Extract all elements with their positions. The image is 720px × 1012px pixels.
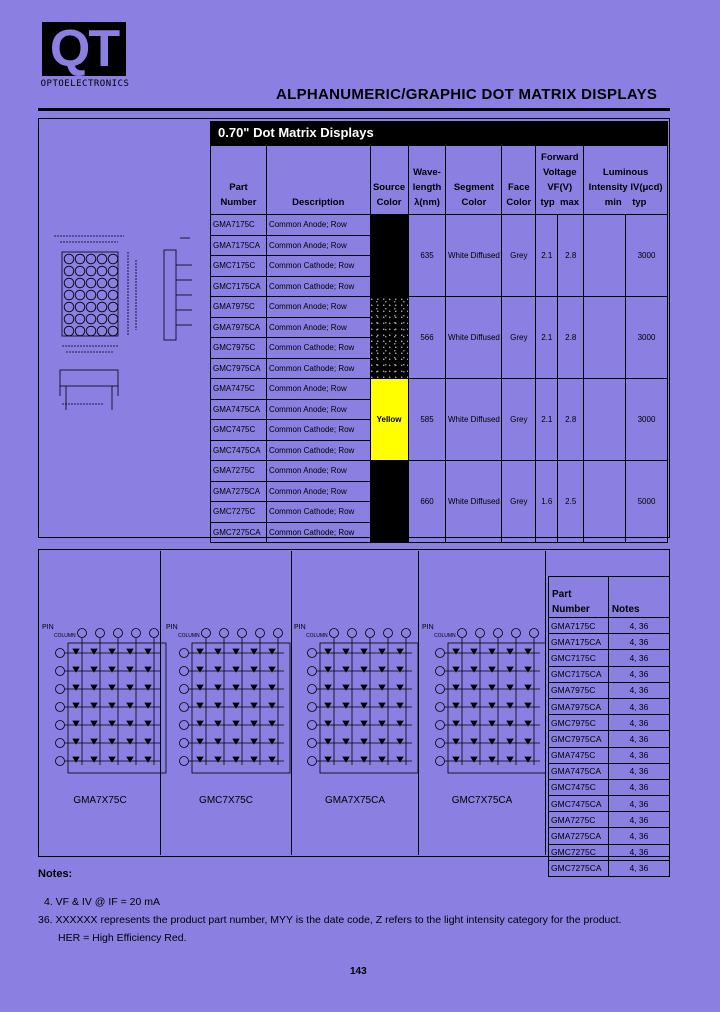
- notes-value: 4, 36: [608, 618, 669, 634]
- column-pin-circle: [96, 629, 105, 638]
- notes-value: 4, 36: [608, 844, 669, 860]
- notes-value: 4, 36: [608, 650, 669, 666]
- description: Common Cathode; Row: [266, 358, 370, 379]
- column-pin-circle: [238, 629, 247, 638]
- row-pin-circle: [56, 721, 65, 730]
- column-pin-circle: [530, 629, 539, 638]
- notes-row: [549, 650, 670, 666]
- notes-part-number: GMA7175C: [549, 618, 609, 634]
- part-number: GMA7475CA: [211, 399, 267, 420]
- row-pin-circle: [308, 685, 317, 694]
- column-pin-circle: [202, 629, 211, 638]
- part-number: GMA7275CA: [211, 481, 267, 502]
- description: Common Cathode; Row: [266, 256, 370, 277]
- part-number: GMA7975C: [211, 297, 267, 318]
- description: Common Anode; Row: [266, 461, 370, 482]
- spec-table-body: [211, 215, 668, 543]
- description: Common Cathode; Row: [266, 522, 370, 543]
- notes-title: Notes:: [38, 868, 73, 880]
- notes-row: [549, 796, 670, 812]
- luminous-min: [584, 215, 626, 297]
- row-pin-circle: [436, 667, 445, 676]
- forward-voltage-typ: 1.6: [536, 461, 558, 543]
- column-pin-circle: [366, 629, 375, 638]
- row-pin-circle: [180, 739, 189, 748]
- forward-voltage-typ: 2.1: [536, 297, 558, 379]
- notes-row: [549, 715, 670, 731]
- description: Common Anode; Row: [266, 235, 370, 256]
- column-label: COLUMN: [54, 633, 76, 639]
- row-pin-circle: [436, 649, 445, 658]
- description: Common Cathode; Row: [266, 420, 370, 441]
- row-pin-circle: [180, 703, 189, 712]
- column-pin-circle: [78, 629, 87, 638]
- face-color: Grey: [502, 297, 536, 379]
- part-number: GMC7975C: [211, 338, 267, 359]
- notes-value: 4, 36: [608, 666, 669, 682]
- row-pin-circle: [308, 703, 317, 712]
- face-color: Grey: [502, 379, 536, 461]
- row-pin-circle: [180, 721, 189, 730]
- li-min-label: min: [604, 197, 622, 208]
- fv-max-label: max: [560, 197, 580, 208]
- notes-value: 4, 36: [608, 763, 669, 779]
- notes-row: [549, 747, 670, 763]
- row-pin-circle: [308, 649, 317, 658]
- row-pin-circle: [436, 757, 445, 766]
- forward-voltage-max: 2.8: [558, 215, 584, 297]
- luminous-typ: 3000: [626, 297, 668, 379]
- notes-row: [549, 763, 670, 779]
- notes-row: [549, 828, 670, 844]
- notes-value: 4, 36: [608, 860, 669, 876]
- luminous-min: [584, 379, 626, 461]
- pin-label: PIN: [422, 624, 434, 631]
- spec-row: [211, 215, 668, 236]
- wavelength: 566: [408, 297, 446, 379]
- part-number: GMA7975CA: [211, 317, 267, 338]
- title-rule: [38, 108, 670, 111]
- row-pin-circle: [56, 757, 65, 766]
- spec-row: [211, 379, 668, 400]
- row-pin-circle: [436, 721, 445, 730]
- row-pin-circle: [308, 757, 317, 766]
- column-pin-circle: [220, 629, 229, 638]
- col-wavelength: Wave-length λ(nm): [408, 146, 446, 215]
- wavelength: 660: [408, 461, 446, 543]
- segment-color: White Diffused: [446, 297, 502, 379]
- notes-part-number: GMA7975CA: [549, 698, 609, 714]
- circuit-grid-3: [294, 624, 418, 773]
- circuit-grid-4: [422, 624, 546, 773]
- notes-value: 4, 36: [608, 698, 669, 714]
- source-color: [370, 461, 408, 543]
- notes-row: [549, 698, 670, 714]
- pin-label: PIN: [42, 624, 54, 631]
- notes-part-number: GMA7275CA: [549, 828, 609, 844]
- page-title: ALPHANUMERIC/GRAPHIC DOT MATRIX DISPLAYS: [276, 86, 658, 103]
- column-pin-circle: [330, 629, 339, 638]
- notes-value: 4, 36: [608, 731, 669, 747]
- part-number: GMC7175C: [211, 256, 267, 277]
- note-36: 36. XXXXXX represents the product part number, MYY is the date code, Z refers to the light intensity category for the product.: [38, 914, 622, 926]
- description: Common Anode; Row: [266, 297, 370, 318]
- notes-value: 4, 36: [608, 812, 669, 828]
- schematic-label-3: GMA7X75CA: [324, 795, 386, 806]
- forward-voltage-typ: 2.1: [536, 215, 558, 297]
- face-color: Grey: [502, 215, 536, 297]
- col-part-number: Part Number: [211, 146, 267, 215]
- notes-part-number: GMC7275CA: [549, 860, 609, 876]
- column-pin-circle: [348, 629, 357, 638]
- notes-part-number: GMC7975CA: [549, 731, 609, 747]
- column-pin-circle: [494, 629, 503, 638]
- notes-value: 4, 36: [608, 747, 669, 763]
- luminous-typ: 5000: [626, 461, 668, 543]
- part-number: GMC7975CA: [211, 358, 267, 379]
- forward-voltage-label: Forward Voltage VF(V): [541, 152, 579, 193]
- row-pin-circle: [308, 739, 317, 748]
- column-pin-circle: [274, 629, 283, 638]
- notes-part-number: GMA7475C: [549, 747, 609, 763]
- luminous-label: Luminous Intensity IV(μcd): [588, 167, 663, 193]
- part-number: GMA7475C: [211, 379, 267, 400]
- row-pin-circle: [180, 685, 189, 694]
- notes-row: [549, 779, 670, 795]
- notes-value: 4, 36: [608, 796, 669, 812]
- schematic-label-4: GMC7X75CA: [451, 795, 513, 806]
- source-color: Yellow: [370, 379, 408, 461]
- forward-voltage-max: 2.5: [558, 461, 584, 543]
- notes-part-number: GMA7275C: [549, 812, 609, 828]
- notes-value: 4, 36: [608, 715, 669, 731]
- note-4: 4. VF & IV @ IF = 20 mA: [44, 896, 160, 908]
- note-her: HER = High Efficiency Red.: [58, 932, 187, 944]
- col-luminous-intensity: [584, 146, 668, 215]
- luminous-typ: 3000: [626, 379, 668, 461]
- notes-part-number: GMC7975C: [549, 715, 609, 731]
- part-number: GMA7275C: [211, 461, 267, 482]
- notes-row: [549, 666, 670, 682]
- column-pin-circle: [132, 629, 141, 638]
- notes-table: [548, 576, 670, 877]
- row-pin-circle: [56, 739, 65, 748]
- notes-part-number: GMA7175CA: [549, 634, 609, 650]
- notes-row: [549, 682, 670, 698]
- forward-voltage-max: 2.8: [558, 379, 584, 461]
- row-pin-circle: [180, 649, 189, 658]
- part-number: GMC7175CA: [211, 276, 267, 297]
- notes-col-part: Part Number: [549, 577, 609, 618]
- description: Common Cathode; Row: [266, 502, 370, 523]
- part-number: GMA7175CA: [211, 235, 267, 256]
- col-forward-voltage: [536, 146, 584, 215]
- notes-row: [549, 812, 670, 828]
- circuit-grid-1: [42, 624, 166, 773]
- face-color: Grey: [502, 461, 536, 543]
- row-pin-circle: [436, 739, 445, 748]
- description: Common Cathode; Row: [266, 338, 370, 359]
- row-pin-circle: [56, 685, 65, 694]
- notes-part-number: GMC7475CA: [549, 796, 609, 812]
- li-typ-label: typ: [632, 197, 647, 208]
- description: Common Anode; Row: [266, 317, 370, 338]
- segment-color: White Diffused: [446, 379, 502, 461]
- wavelength: 585: [408, 379, 446, 461]
- description: Common Cathode; Row: [266, 440, 370, 461]
- description: Common Anode; Row: [266, 399, 370, 420]
- col-face-color: Face Color: [502, 146, 536, 215]
- notes-table-body: [549, 618, 670, 877]
- schematic-label-1: GMA7X75C: [73, 795, 127, 806]
- col-description: Description: [266, 146, 370, 215]
- part-number: GMA7175C: [211, 215, 267, 236]
- row-pin-circle: [308, 721, 317, 730]
- pin-label: PIN: [166, 624, 178, 631]
- col-segment-color: Segment Color: [446, 146, 502, 215]
- column-pin-circle: [512, 629, 521, 638]
- fv-typ-label: typ: [540, 197, 555, 208]
- part-number: GMC7475C: [211, 420, 267, 441]
- pin-schematics: [40, 551, 546, 855]
- notes-part-number: GMC7175CA: [549, 666, 609, 682]
- row-pin-circle: [180, 667, 189, 676]
- notes-value: 4, 36: [608, 682, 669, 698]
- notes-row: [549, 634, 670, 650]
- notes-part-number: GMC7175C: [549, 650, 609, 666]
- part-number: GMC7275C: [211, 502, 267, 523]
- column-label: COLUMN: [434, 633, 456, 639]
- logo-letters: QT: [49, 20, 119, 78]
- forward-voltage-typ: 2.1: [536, 379, 558, 461]
- pin-label: PIN: [294, 624, 306, 631]
- row-pin-circle: [56, 667, 65, 676]
- part-number: GMC7275CA: [211, 522, 267, 543]
- row-pin-circle: [180, 757, 189, 766]
- notes-row: [549, 860, 670, 876]
- column-pin-circle: [150, 629, 159, 638]
- notes-row: [549, 844, 670, 860]
- notes-part-number: GMC7275C: [549, 844, 609, 860]
- column-pin-circle: [476, 629, 485, 638]
- notes-part-number: GMA7475CA: [549, 763, 609, 779]
- notes-row: [549, 618, 670, 634]
- column-pin-circle: [384, 629, 393, 638]
- row-pin-circle: [436, 685, 445, 694]
- luminous-typ: 3000: [626, 215, 668, 297]
- column-pin-circle: [402, 629, 411, 638]
- notes-row: [549, 731, 670, 747]
- notes-part-number: GMA7975C: [549, 682, 609, 698]
- page-number: 143: [350, 966, 367, 977]
- schematic-label-2: GMC7X75C: [199, 795, 253, 806]
- column-pin-circle: [458, 629, 467, 638]
- notes-value: 4, 36: [608, 828, 669, 844]
- spec-table-header: 0.70" Dot Matrix Displays: [210, 121, 668, 145]
- luminous-min: [584, 461, 626, 543]
- segment-color: White Diffused: [446, 215, 502, 297]
- row-pin-circle: [56, 703, 65, 712]
- column-pin-circle: [114, 629, 123, 638]
- wavelength: 635: [408, 215, 446, 297]
- package-dimension-drawing: [40, 120, 208, 536]
- column-label: COLUMN: [306, 633, 328, 639]
- qt-logo: [38, 22, 130, 92]
- spec-row: [211, 461, 668, 482]
- spec-row: [211, 297, 668, 318]
- spec-table: [210, 145, 668, 543]
- notes-value: 4, 36: [608, 779, 669, 795]
- description: Common Anode; Row: [266, 215, 370, 236]
- row-pin-circle: [56, 649, 65, 658]
- part-number: GMC7475CA: [211, 440, 267, 461]
- description: Common Cathode; Row: [266, 276, 370, 297]
- forward-voltage-max: 2.8: [558, 297, 584, 379]
- logo-subtitle: OPTOELECTRONICS: [40, 79, 130, 89]
- source-color: [370, 297, 408, 379]
- description: Common Anode; Row: [266, 481, 370, 502]
- source-color: [370, 215, 408, 297]
- circuit-grid-2: [166, 624, 290, 773]
- col-source-color: Source Color: [370, 146, 408, 215]
- row-pin-circle: [308, 667, 317, 676]
- notes-value: 4, 36: [608, 634, 669, 650]
- description: Common Anode; Row: [266, 379, 370, 400]
- notes-col-notes: Notes: [608, 577, 669, 618]
- luminous-min: [584, 297, 626, 379]
- column-pin-circle: [256, 629, 265, 638]
- segment-color: White Diffused: [446, 461, 502, 543]
- row-pin-circle: [436, 703, 445, 712]
- column-label: COLUMN: [178, 633, 200, 639]
- notes-part-number: GMC7475C: [549, 779, 609, 795]
